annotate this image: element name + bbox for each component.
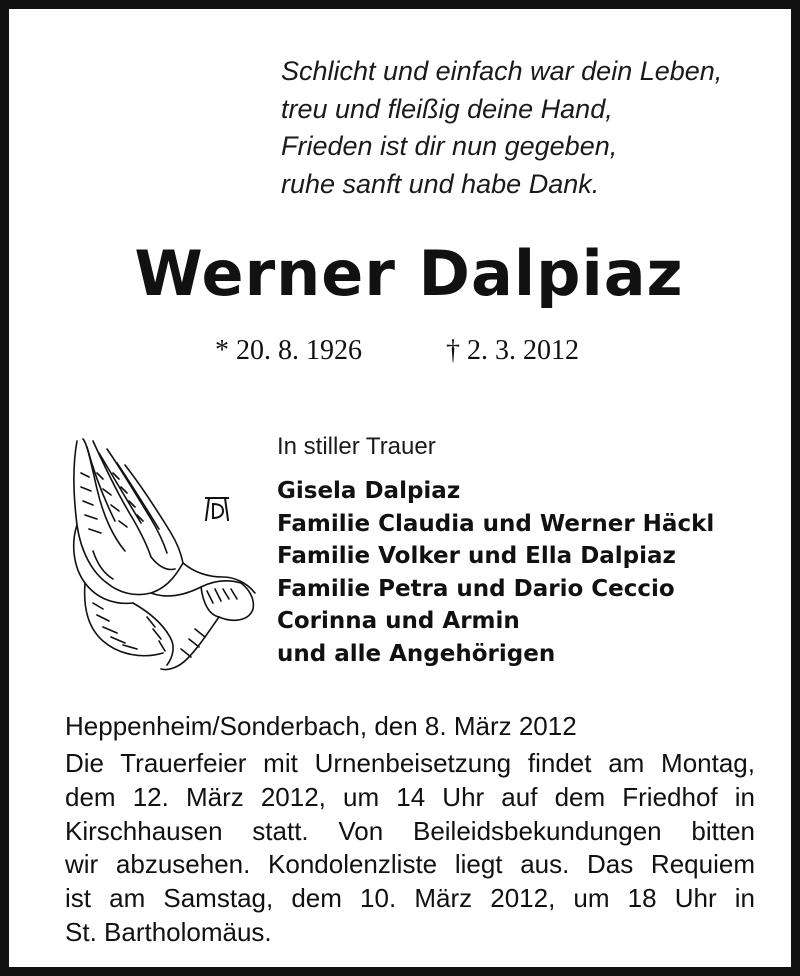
- monogram-icon: [203, 493, 231, 523]
- notice-line: Kirschhausen statt. Von Beileidsbekundungen bitten: [65, 815, 755, 846]
- funeral-notice: [65, 747, 755, 950]
- mourner-name: Familie Volker und Ella Dalpiaz: [277, 543, 676, 569]
- mourner-name: Gisela Dalpiaz: [277, 478, 461, 504]
- notice-line: Die Trauerfeier mit Urnenbeisetzung findet am Montag,: [65, 748, 755, 778]
- birth-date: * 20. 8. 1926: [215, 335, 362, 366]
- notice-line: wir abzusehen. Kondolenzliste liegt aus. Das Requiem: [65, 849, 755, 880]
- mourner-name: Familie Petra und Dario Ceccio: [277, 575, 675, 602]
- mourner-name: und alle Angehörigen: [277, 640, 556, 667]
- mourner-name: Corinna und Armin: [277, 608, 520, 634]
- notice-line: St. Bartholomäus.: [65, 916, 272, 947]
- death-date: † 2. 3. 2012: [446, 335, 579, 366]
- poem-line: ruhe sanft und habe Dank.: [281, 168, 600, 199]
- poem: [281, 53, 781, 203]
- mourning-intro: In stiller Trauer: [277, 433, 436, 460]
- notice-line: dem 12. März 2012, um 14 Uhr auf dem Friedhof in: [65, 781, 755, 812]
- poem-line: treu und fleißig deine Hand,: [281, 93, 613, 124]
- mourner-name: Familie Claudia und Werner Häckl: [277, 510, 715, 537]
- mourner-list: [277, 475, 714, 670]
- poem-line: Schlicht und einfach war dein Leben,: [281, 56, 723, 86]
- poem-line: Frieden ist dir nun gegeben,: [281, 131, 618, 161]
- praying-hands-icon: [63, 433, 263, 673]
- place-and-date: Heppenheim/Sonderbach, den 8. März 2012: [65, 711, 577, 741]
- deceased-name: Werner Dalpiaz: [134, 237, 684, 310]
- notice-line: ist am Samstag, dem 10. März 2012, um 18 Uhr in: [65, 883, 755, 914]
